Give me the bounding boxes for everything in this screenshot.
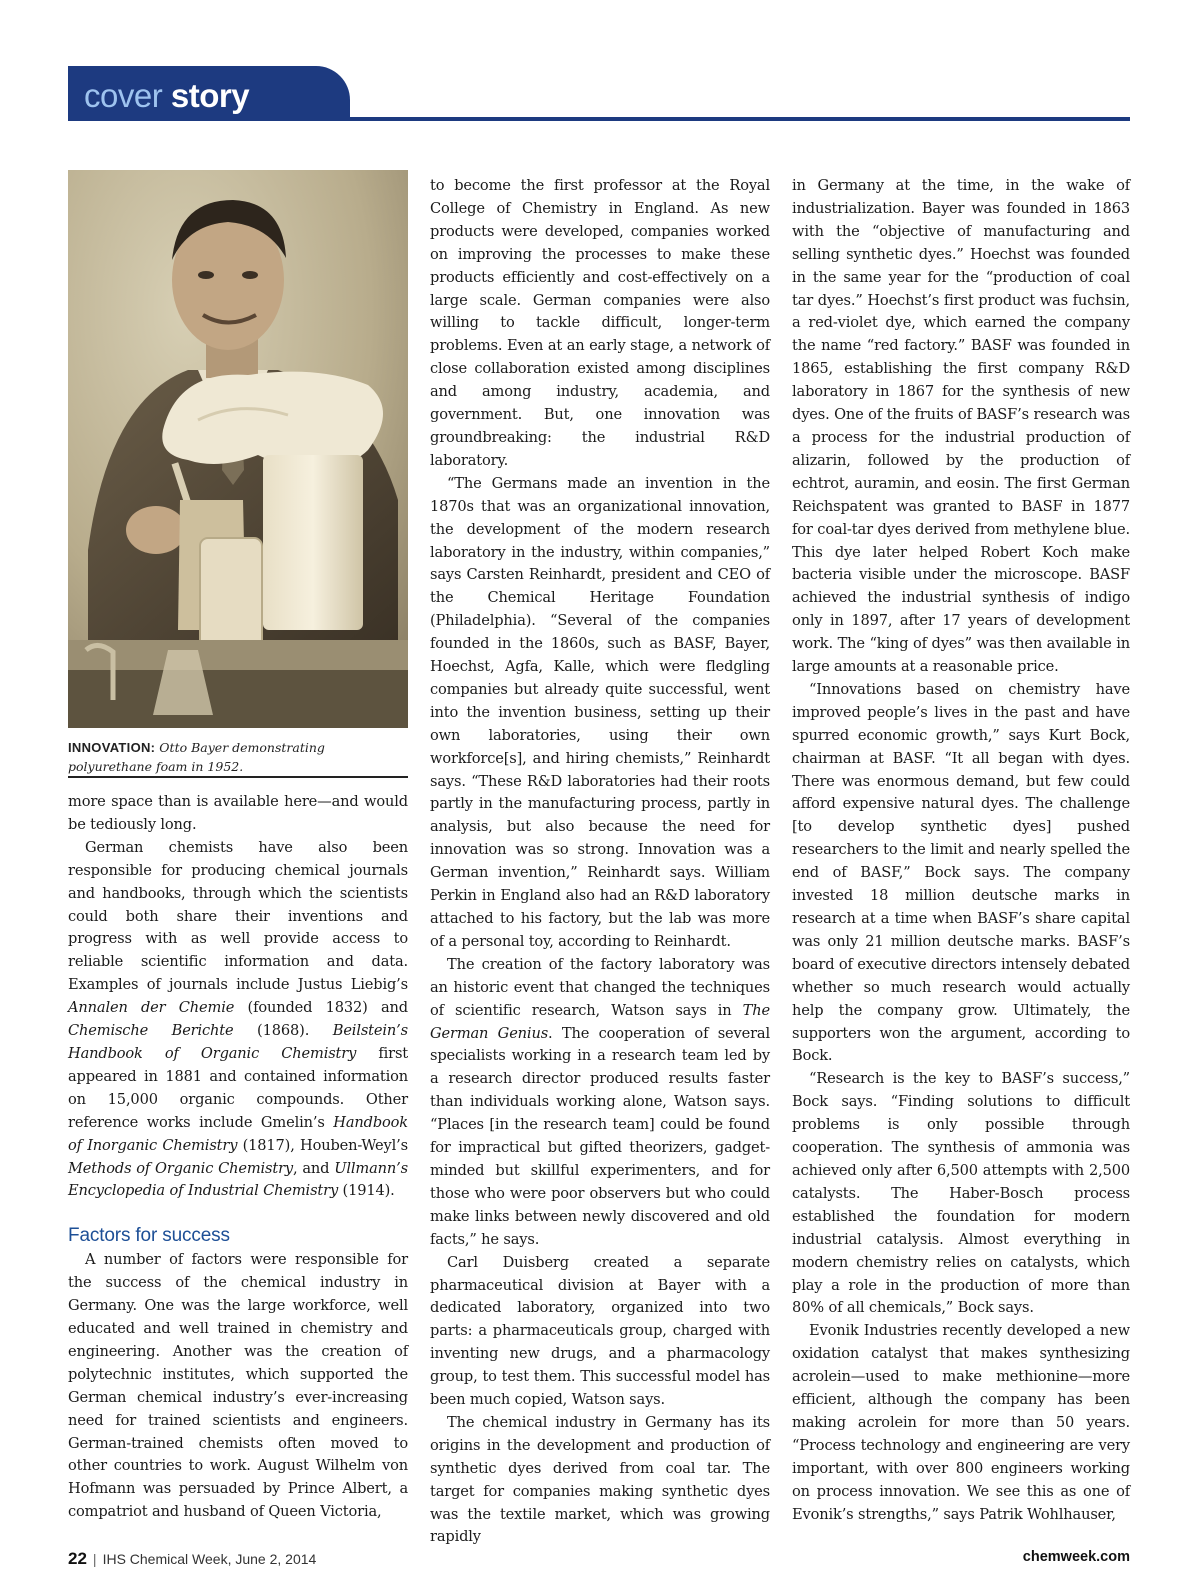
paragraph: A number of factors were responsible for the success of the chemical industry in Germany. One was the large workforce, well educated and well trained in chemistry and engineering. Another was the creation of polytechnic institutes, which supported the German chemical industry’s ever-increasing need for trained scientists and engineers. German-trained chemists often moved to other countries to work. August Wilhelm von Hofmann was persuaded by Prince Albert, a compatriot and husband of Queen Victoria, bbox=[68, 1251, 408, 1521]
page-footer bbox=[68, 1549, 1130, 1571]
caption-text: Otto Bayer demonstrating polyurethane foam in 1952. bbox=[68, 740, 325, 774]
section-title bbox=[84, 74, 249, 118]
paragraph: “Research is the key to BASF’s success,” Bock says. “Finding solutions to difficult problems is only possible through cooperation. The synthesis of ammonia was achieved only after 6,500 attempts with 2,500 catalysts. The Haber-Bosch process established the foundation for modern industrial catalysis. Almost everything in modern chemistry relies on catalysts, which play a role in the production of more than 80% of all chemicals,” Bock says. bbox=[792, 1070, 1130, 1317]
paragraph: German chemists have also been responsible for producing chemical journals and handbooks, through which the scientists could both share their inventions and progress with as well provide access to reliable scientific information and data. Examples of journals include Justus Liebig’s Annalen der Chemie (founded 1832) and Chemische Berichte (1868). Beilstein’s Handbook of Organic Chemistry first appeared in 1881 and contained information on 15,000 organic compounds. Other reference works include Gmelin’s Handbook of Inorganic Chemistry (1817), Houben-Weyl’s Methods of Organic Chemistry, and Ullmann’s Encyclopedia of Industrial Chemistry (1914). bbox=[68, 838, 409, 1200]
caption-label: INNOVATION: bbox=[68, 740, 156, 755]
paragraph: more space than is available here—and would be tediously long. bbox=[68, 793, 408, 833]
paragraph: “The Germans made an invention in the 1870s that was an organizational innovation, the development of the modern research laboratory in the industry, within companies,” says Carsten Reinhardt, president and CEO of the Chemical Heritage Foundation (Philadelphia). “Several of the companies founded in the 1860s, such as BASF, Bayer, Hoechst, Agfa, Kalle, which were fledgling companies but already quite successful, went into the invention business, setting up their own laboratories, using their own workforce[s], and hiring chemists,” Reinhardt says. “These R&D laboratories had their roots partly in the manufacturing process, partly in analysis, but also because the need for innovation was so strong. Innovation was a German invention,” Reinhardt says. William Perkin in England also had an R&D laboratory attached to his factory, but the lab was more of a personal toy, according to Reinhardt. bbox=[430, 474, 770, 950]
paragraph: to become the first professor at the Royal College of Chemistry in England. As new products were developed, companies worked on improving the processes to make these products efficiently and cost-effectively on a large scale. German companies were also willing to tackle difficult, longer-term problems. Even at an early stage, a network of close collaboration existed among disciplines and among industry, academia, and government. But, one innovation was groundbreaking: the industrial R&D laboratory. bbox=[430, 177, 770, 469]
publication-info: IHS Chemical Week, June 2, 2014 bbox=[102, 1551, 317, 1567]
paragraph: “Innovations based on chemistry have improved people’s lives in the past and have spurred economic growth,” says Kurt Bock, chairman at BASF. “It all began with dyes. There was enormous demand, but few could afford expensive natural dyes. The challenge [to develop synthetic dyes] pushed researchers to the limit and nearly spelled the end of BASF,” Bock says. The company invested 18 million deutsche marks in research at a time when BASF’s share capital was only 21 million deutsche marks. BASF’s board of executive directors intensely debated whether so much research would actually help the company grow. Ultimately, the supporters won the argument, according to Bock. bbox=[792, 680, 1130, 1065]
section-title-bold: story bbox=[170, 77, 250, 114]
article-column-1 bbox=[68, 791, 408, 1524]
article-photo bbox=[68, 170, 408, 728]
footer-separator: | bbox=[92, 1551, 97, 1567]
subheading: Factors for success bbox=[68, 1225, 230, 1247]
page-number: 22 bbox=[68, 1549, 87, 1568]
paragraph: The creation of the factory laboratory was an historic event that changed the techniques of scientific research, Watson says in The German Genius. The cooperation of several specialists working in a research team led by a research director produced results faster than individuals working alone, Watson says. “Places [in the research team] could be found for impractical but gifted theorizers, gadget-minded but skillful experimenters, and for those who were poor observers but who could make links between newly discovered and old facts,” he says. bbox=[430, 955, 770, 1248]
photo-caption bbox=[68, 738, 408, 776]
website-link[interactable]: chemweek.com bbox=[1022, 1549, 1130, 1565]
article-column-3 bbox=[792, 175, 1130, 1526]
paragraph: in Germany at the time, in the wake of industrialization. Bayer was founded in 1863 with the “objective of manufacturing and selling synthetic dyes.” Hoechst was founded in the same year for the “production of coal tar dyes.” Hoechst’s first product was fuchsin, a red-violet dye, which earned the company the name “red factory.” BASF was founded in 1865, establishing the first company R&D laboratory in 1867 for the synthesis of new dyes. One of the fruits of BASF’s research was a process for the industrial production of alizarin, followed by the production of echtrot, auramin, and eosin. The first German Reichspatent was granted to BASF in 1877 for coal-tar dyes derived from methylene blue. This dye later helped Robert Koch make bacteria visible under the microscope. BASF achieved the industrial synthesis of indigo only in 1897, after 17 years of development work. The “king of dyes” was then available in large amounts at a reasonable price. bbox=[792, 177, 1130, 676]
paragraph: Carl Duisberg created a separate pharmaceutical division at Bayer with a dedicated laboratory, organized into two parts: a pharmaceuticals group, charged with inventing new drugs, and a pharmacology group, to test them. This successful model has been much copied, Watson says. bbox=[430, 1253, 770, 1409]
article-column-2 bbox=[430, 175, 770, 1549]
paragraph: The chemical industry in Germany has its origins in the development and production of synthetic dyes derived from coal tar. The target for companies making synthetic dyes was the textile market, which was growing rapidly bbox=[430, 1413, 770, 1546]
paragraph: Evonik Industries recently developed a new oxidation catalyst that makes synthesizing acrolein—used to make methionine—more efficient, although the company has been making acrolein for more than 50 years. “Process technology and engineering are very important, with over 800 engineers working on process innovation. We see this as one of Evonik’s strengths,” says Patrik Wohlhauser, bbox=[792, 1322, 1130, 1523]
caption-rule bbox=[68, 776, 408, 778]
section-title-light: cover bbox=[84, 77, 163, 114]
